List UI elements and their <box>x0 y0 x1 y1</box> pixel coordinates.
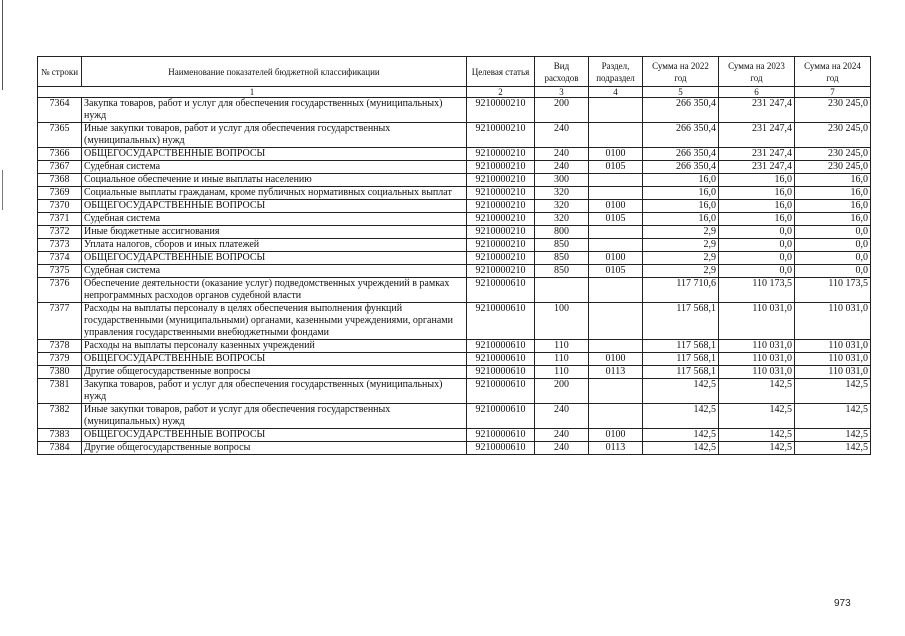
expense-kind: 320 <box>535 213 589 226</box>
column-number: 7 <box>795 87 871 98</box>
sum-2022: 142,5 <box>643 404 719 429</box>
sum-2023: 231 247,4 <box>719 123 795 148</box>
row-name: Другие общегосударственные вопросы <box>82 366 467 379</box>
table-row <box>38 442 871 455</box>
target-article: 9210000210 <box>467 226 535 239</box>
row-name: Судебная система <box>82 213 467 226</box>
target-article: 9210000210 <box>467 174 535 187</box>
row-number: 7375 <box>38 265 82 278</box>
sum-2022: 266 350,4 <box>643 161 719 174</box>
expense-kind: 240 <box>535 148 589 161</box>
sum-2023: 110 031,0 <box>719 353 795 366</box>
target-article: 9210000610 <box>467 366 535 379</box>
table-row <box>38 98 871 123</box>
sum-2024: 110 031,0 <box>795 366 871 379</box>
column-number-row <box>38 87 871 98</box>
section-subsection: 0100 <box>589 429 643 442</box>
sum-2024: 0,0 <box>795 252 871 265</box>
target-article: 9210000610 <box>467 278 535 303</box>
row-name: ОБЩЕГОСУДАРСТВЕННЫЕ ВОПРОСЫ <box>82 252 467 265</box>
sum-2023: 110 173,5 <box>719 278 795 303</box>
sum-2023: 16,0 <box>719 213 795 226</box>
sum-2022: 117 568,1 <box>643 366 719 379</box>
expense-kind: 200 <box>535 379 589 404</box>
sum-2022: 16,0 <box>643 174 719 187</box>
scan-edge-line <box>2 0 3 90</box>
section-subsection <box>589 379 643 404</box>
target-article: 9210000210 <box>467 98 535 123</box>
row-number: 7380 <box>38 366 82 379</box>
sum-2022: 2,9 <box>643 239 719 252</box>
target-article: 9210000210 <box>467 200 535 213</box>
section-subsection <box>589 174 643 187</box>
sum-2024: 230 245,0 <box>795 123 871 148</box>
sum-2022: 16,0 <box>643 200 719 213</box>
sum-2024: 230 245,0 <box>795 161 871 174</box>
row-number: 7367 <box>38 161 82 174</box>
sum-2023: 110 031,0 <box>719 340 795 353</box>
table-row <box>38 379 871 404</box>
sum-2023: 0,0 <box>719 226 795 239</box>
table-row <box>38 239 871 252</box>
target-article: 9210000610 <box>467 429 535 442</box>
section-subsection: 0100 <box>589 200 643 213</box>
expense-kind: 850 <box>535 252 589 265</box>
sum-2022: 266 350,4 <box>643 148 719 161</box>
row-name: Иные закупки товаров, работ и услуг для обеспечения государственных (муниципальных) нужд <box>82 123 467 148</box>
section-subsection: 0100 <box>589 148 643 161</box>
sum-2024: 16,0 <box>795 187 871 200</box>
expense-kind <box>535 278 589 303</box>
row-name: Обеспечение деятельности (оказание услуг) подведомственных учреждений в рамках непрограммных расходов органов судебной власти <box>82 278 467 303</box>
page-number: 973 <box>834 598 851 609</box>
section-subsection <box>589 226 643 239</box>
target-article: 9210000210 <box>467 123 535 148</box>
header-kind: Вид расходов <box>535 57 589 87</box>
row-number: 7383 <box>38 429 82 442</box>
expense-kind: 110 <box>535 366 589 379</box>
header-row <box>38 57 871 87</box>
sum-2023: 142,5 <box>719 442 795 455</box>
sum-2023: 16,0 <box>719 174 795 187</box>
sum-2024: 0,0 <box>795 226 871 239</box>
sum-2023: 142,5 <box>719 404 795 429</box>
sum-2022: 16,0 <box>643 213 719 226</box>
section-subsection: 0105 <box>589 161 643 174</box>
row-number: 7365 <box>38 123 82 148</box>
target-article: 9210000210 <box>467 161 535 174</box>
row-name: ОБЩЕГОСУДАРСТВЕННЫЕ ВОПРОСЫ <box>82 200 467 213</box>
row-number: 7371 <box>38 213 82 226</box>
sum-2024: 230 245,0 <box>795 148 871 161</box>
header-name: Наименование показателей бюджетной классификации <box>82 57 467 87</box>
expense-kind: 240 <box>535 123 589 148</box>
sum-2022: 142,5 <box>643 379 719 404</box>
section-subsection: 0100 <box>589 252 643 265</box>
row-number: 7373 <box>38 239 82 252</box>
table-row <box>38 213 871 226</box>
row-number: 7374 <box>38 252 82 265</box>
expense-kind: 240 <box>535 404 589 429</box>
row-name: Иные бюджетные ассигнования <box>82 226 467 239</box>
row-name: Социальное обеспечение и иные выплаты населению <box>82 174 467 187</box>
sum-2022: 266 350,4 <box>643 98 719 123</box>
sum-2024: 110 173,5 <box>795 278 871 303</box>
sum-2024: 142,5 <box>795 379 871 404</box>
table-row <box>38 278 871 303</box>
column-number: 4 <box>589 87 643 98</box>
section-subsection <box>589 123 643 148</box>
expense-kind: 320 <box>535 187 589 200</box>
table-row <box>38 366 871 379</box>
sum-2022: 2,9 <box>643 226 719 239</box>
sum-2024: 110 031,0 <box>795 340 871 353</box>
target-article: 9210000610 <box>467 353 535 366</box>
sum-2022: 117 710,6 <box>643 278 719 303</box>
row-name: Другие общегосударственные вопросы <box>82 442 467 455</box>
sum-2023: 110 031,0 <box>719 366 795 379</box>
row-name: Закупка товаров, работ и услуг для обеспечения государственных (муниципальных) нужд <box>82 98 467 123</box>
expense-kind: 240 <box>535 161 589 174</box>
target-article: 9210000610 <box>467 340 535 353</box>
row-name: ОБЩЕГОСУДАРСТВЕННЫЕ ВОПРОСЫ <box>82 429 467 442</box>
table-row <box>38 404 871 429</box>
row-name: Судебная система <box>82 265 467 278</box>
section-subsection: 0105 <box>589 213 643 226</box>
sum-2023: 142,5 <box>719 429 795 442</box>
table-row <box>38 226 871 239</box>
row-number: 7381 <box>38 379 82 404</box>
row-name: Уплата налогов, сборов и иных платежей <box>82 239 467 252</box>
section-subsection: 0113 <box>589 442 643 455</box>
sum-2023: 231 247,4 <box>719 148 795 161</box>
row-name: ОБЩЕГОСУДАРСТВЕННЫЕ ВОПРОСЫ <box>82 148 467 161</box>
section-subsection <box>589 98 643 123</box>
expense-kind: 320 <box>535 200 589 213</box>
sum-2022: 142,5 <box>643 442 719 455</box>
table-row <box>38 187 871 200</box>
sum-2023: 0,0 <box>719 252 795 265</box>
expense-kind: 850 <box>535 265 589 278</box>
row-number: 7376 <box>38 278 82 303</box>
target-article: 9210000210 <box>467 239 535 252</box>
section-subsection: 0113 <box>589 366 643 379</box>
row-number: 7364 <box>38 98 82 123</box>
row-name: Расходы на выплаты персоналу казенных учреждений <box>82 340 467 353</box>
target-article: 9210000210 <box>467 213 535 226</box>
expense-kind: 300 <box>535 174 589 187</box>
expense-kind: 240 <box>535 442 589 455</box>
sum-2022: 142,5 <box>643 429 719 442</box>
sum-2024: 0,0 <box>795 239 871 252</box>
sum-2023: 0,0 <box>719 239 795 252</box>
row-name: Иные закупки товаров, работ и услуг для обеспечения государственных (муниципальных) нужд <box>82 404 467 429</box>
sum-2024: 142,5 <box>795 442 871 455</box>
row-number: 7378 <box>38 340 82 353</box>
sum-2024: 142,5 <box>795 404 871 429</box>
sum-2023: 110 031,0 <box>719 303 795 340</box>
column-number: 3 <box>535 87 589 98</box>
table-row <box>38 429 871 442</box>
row-name: Социальные выплаты гражданам, кроме публичных нормативных социальных выплат <box>82 187 467 200</box>
row-number: 7379 <box>38 353 82 366</box>
column-number: 1 <box>38 87 467 98</box>
budget-table <box>37 56 871 455</box>
expense-kind: 240 <box>535 429 589 442</box>
section-subsection <box>589 278 643 303</box>
sum-2024: 230 245,0 <box>795 98 871 123</box>
sum-2023: 16,0 <box>719 200 795 213</box>
table-row <box>38 174 871 187</box>
sum-2024: 16,0 <box>795 200 871 213</box>
sum-2022: 117 568,1 <box>643 340 719 353</box>
sum-2023: 231 247,4 <box>719 98 795 123</box>
column-number: 6 <box>719 87 795 98</box>
row-name: ОБЩЕГОСУДАРСТВЕННЫЕ ВОПРОСЫ <box>82 353 467 366</box>
row-number: 7372 <box>38 226 82 239</box>
row-number: 7369 <box>38 187 82 200</box>
sum-2024: 0,0 <box>795 265 871 278</box>
sum-2022: 266 350,4 <box>643 123 719 148</box>
sum-2024: 16,0 <box>795 213 871 226</box>
row-name: Расходы на выплаты персоналу в целях обеспечения выполнения функций государственными (муниципальными) органами, казенными учреждениями, органами управления государственными внебюджетными фондами <box>82 303 467 340</box>
target-article: 9210000210 <box>467 252 535 265</box>
row-number: 7384 <box>38 442 82 455</box>
expense-kind: 110 <box>535 353 589 366</box>
header-target: Целевая статья <box>467 57 535 87</box>
sum-2022: 2,9 <box>643 252 719 265</box>
table-row <box>38 353 871 366</box>
sum-2022: 2,9 <box>643 265 719 278</box>
column-number: 2 <box>467 87 535 98</box>
header-sum-2023: Сумма на 2023 год <box>719 57 795 87</box>
expense-kind: 100 <box>535 303 589 340</box>
section-subsection <box>589 303 643 340</box>
section-subsection <box>589 187 643 200</box>
section-subsection: 0100 <box>589 353 643 366</box>
section-subsection <box>589 340 643 353</box>
row-number: 7377 <box>38 303 82 340</box>
target-article: 9210000210 <box>467 265 535 278</box>
table-row <box>38 252 871 265</box>
table-body <box>38 87 871 455</box>
target-article: 9210000210 <box>467 148 535 161</box>
table-row <box>38 303 871 340</box>
sum-2022: 16,0 <box>643 187 719 200</box>
sum-2024: 142,5 <box>795 429 871 442</box>
row-name: Закупка товаров, работ и услуг для обеспечения государственных (муниципальных) нужд <box>82 379 467 404</box>
expense-kind: 850 <box>535 239 589 252</box>
table-row <box>38 161 871 174</box>
row-name: Судебная система <box>82 161 467 174</box>
target-article: 9210000210 <box>467 187 535 200</box>
scan-edge-line <box>2 170 3 210</box>
header-sum-2022: Сумма на 2022 год <box>643 57 719 87</box>
column-number: 5 <box>643 87 719 98</box>
target-article: 9210000610 <box>467 404 535 429</box>
target-article: 9210000610 <box>467 442 535 455</box>
target-article: 9210000610 <box>467 379 535 404</box>
sum-2023: 0,0 <box>719 265 795 278</box>
expense-kind: 110 <box>535 340 589 353</box>
section-subsection <box>589 404 643 429</box>
table-row <box>38 340 871 353</box>
table-row <box>38 200 871 213</box>
header-row-no: № строки <box>38 57 82 87</box>
row-number: 7366 <box>38 148 82 161</box>
table-row <box>38 265 871 278</box>
sum-2022: 117 568,1 <box>643 353 719 366</box>
header-sum-2024: Сумма на 2024 год <box>795 57 871 87</box>
target-article: 9210000610 <box>467 303 535 340</box>
sum-2024: 110 031,0 <box>795 353 871 366</box>
sum-2023: 142,5 <box>719 379 795 404</box>
sum-2023: 16,0 <box>719 187 795 200</box>
table-row <box>38 148 871 161</box>
row-number: 7382 <box>38 404 82 429</box>
sum-2024: 110 031,0 <box>795 303 871 340</box>
expense-kind: 200 <box>535 98 589 123</box>
section-subsection: 0105 <box>589 265 643 278</box>
sum-2022: 117 568,1 <box>643 303 719 340</box>
table-row <box>38 123 871 148</box>
sum-2023: 231 247,4 <box>719 161 795 174</box>
expense-kind: 800 <box>535 226 589 239</box>
row-number: 7370 <box>38 200 82 213</box>
section-subsection <box>589 239 643 252</box>
header-section: Раздел, подраздел <box>589 57 643 87</box>
row-number: 7368 <box>38 174 82 187</box>
sum-2024: 16,0 <box>795 174 871 187</box>
